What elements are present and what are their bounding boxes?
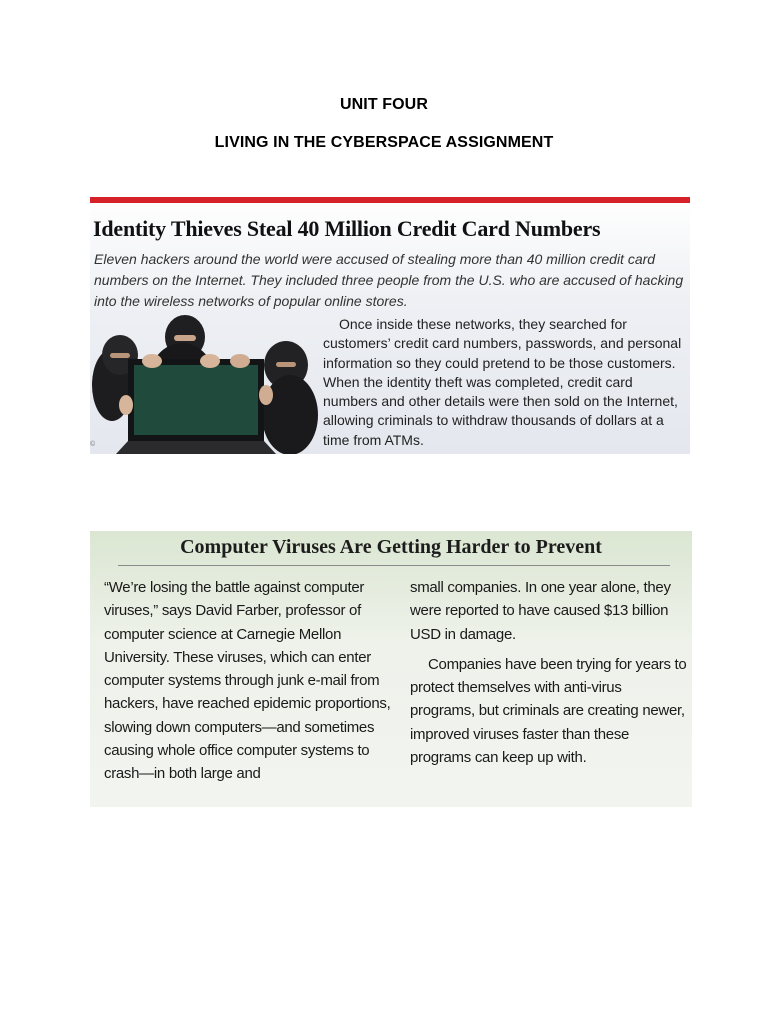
article2-column-1 [104, 576, 394, 786]
article1-body [323, 315, 685, 450]
article2-title: Computer Viruses Are Getting Harder to Prevent [180, 536, 602, 558]
article1-title: Identity Thieves Steal 40 Million Credit Card Numbers [93, 216, 601, 241]
article-identity-thieves [90, 197, 690, 454]
article1-lead: Eleven hackers around the world were accused of stealing more than 40 million credit card numbers on the Internet. They included three people from the U.S. who are accused of hacking into the wireless networks of popular online stores. [94, 251, 684, 309]
assignment-heading: LIVING IN THE CYBERSPACE ASSIGNMENT [214, 134, 554, 151]
article-computer-viruses [90, 531, 692, 807]
article1-body-text: Once inside these networks, they searched for customers’ credit card numbers, passwords, and personal information so they could pretend to be those customers. When the identity theft was completed, credit card numbers and other details were then sold on the Internet, allowing criminals to withdraw thousands of dollars at a time from ATMs. [323, 316, 682, 448]
article2-col2-paragraph-1: small companies. In one year alone, they were reported to have caused $13 billion USD in damage. [410, 579, 671, 643]
photo-credit: © [90, 441, 96, 448]
red-accent-bar [90, 197, 690, 203]
article2-col2-paragraph-2: Companies have been trying for years to protect themselves with anti-virus programs, but criminals are creating newer, improved viruses faster than these programs can keep up with. [410, 655, 687, 767]
hackers-with-laptop-photo [90, 315, 318, 454]
article2-column-2 [410, 576, 690, 769]
unit-heading: UNIT FOUR [339, 96, 428, 113]
title-divider [118, 565, 670, 566]
article2-col1-text: “We’re losing the battle against computer viruses,” says David Farber, professor of computer science at Carnegie Mellon University. These viruses, which can enter computer systems through junk e-mail from hackers, have reached epidemic proportions, slowing down computers—and sometimes causing whole office computer systems to crash—in both large and [104, 579, 391, 783]
